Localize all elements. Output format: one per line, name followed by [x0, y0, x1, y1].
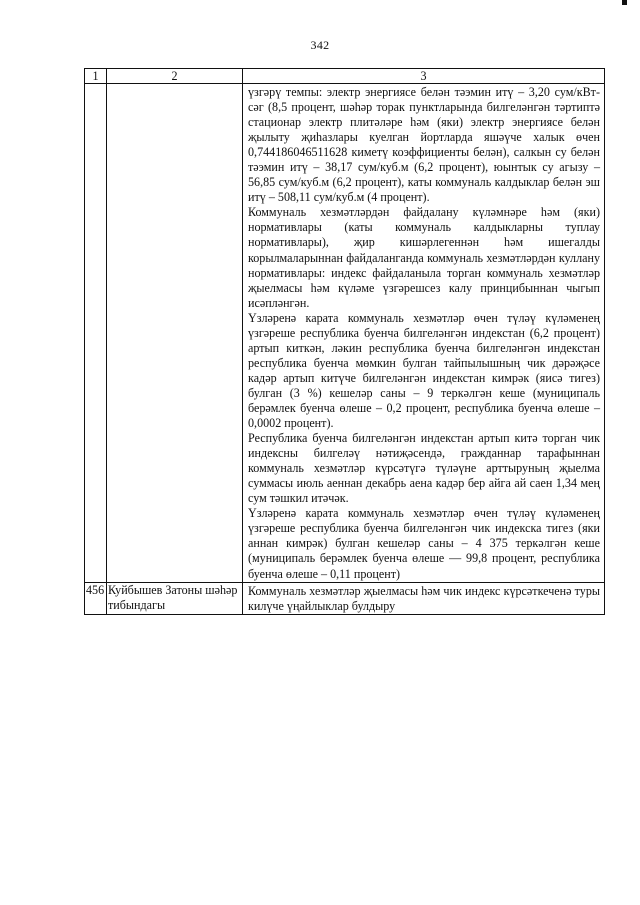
page-number: 342 [310, 38, 330, 52]
paragraph: Республика буенча билгеләнгән индекстан артып китә торган чик индексны билгеләү нәтиҗәсендә, гражданнар тарафыннан коммуналь хезмәтләр күрсәтүгә түләүне арттыруның җыелма суммасы июль аеннан декабрь аена кадәр бер айга ай саен 1,34 мең сум тәшкил итәчәк. [248, 431, 600, 506]
row-number [85, 84, 107, 583]
table-row [85, 582, 605, 614]
table-header-row [85, 69, 605, 84]
paragraph: Үзләренә карата коммуналь хезмәтләр өчен түләү күләменең үзгәреше республика буенча билгеләнгән индекстан (6,2 процент) артып киткән, ләкин республика буенча билгеләнгән индекстан республика буенча мөмкин булган тайпылышның чик дәрәҗәсе кадәр артып китүче билгеләнгән индекстан кимрәк (яисә тигез) булган (3 %) кешеләр саны – 9 теркәлгән кеше (муниципаль берәмлек буенча өлеше – 0,2 процент, республика буенча өлеше – 0,0002 процент). [248, 310, 600, 431]
row-content [243, 84, 605, 583]
row-name [107, 84, 243, 583]
paragraph: Коммуналь хезмәтләрдән файдалану күләмнәре һәм (яки) нормативлары (каты коммуналь калдыкларны туплау нормативлары), җир кишәрлегеннән һәм ишегалды корылмаларыннан файдаланганда коммуналь хезмәтләрдән куллану нормативлары: индекс файдаланыла торган коммуналь хезмәтләр җыелмасы һәм күләме үзгәрешсез калу принцибыннан чыгып исәпләнгән. [248, 205, 600, 310]
corner-mark [622, 0, 627, 5]
column-header: 2 [107, 69, 243, 84]
document-table [84, 68, 605, 615]
paragraph: Коммуналь хезмәтләр җыелмасы һәм чик индекс күрсәткеченә туры килүче үңайлыклар булдыру [248, 583, 600, 613]
row-content [243, 582, 605, 614]
paragraph: Үзләренә карата коммуналь хезмәтләр өчен түләү күләменең үзгәреше республика буенча билгеләнгән чик индекска тигез (яки аннан кимрәк) булган кешеләр саны – 4 375 теркәлгән кеше (муниципаль берәмлек буенча өлеше — 99,8 процент, республика буенча өлеше – 0,11 процент) [248, 506, 600, 581]
column-header: 1 [85, 69, 107, 84]
column-header: 3 [243, 69, 605, 84]
table-row [85, 84, 605, 583]
paragraph: үзгәрү темпы: электр энергиясе белән тәэмин итү – 3,20 сум/кВт-сәг (8,5 процент, шәһәр торак пунктларында билгеләнгән тәртиптә стационар электр плитәләре һәм (яки) электр энергиясе белән җылыту җиһазлары куелган йортларда яшәүче халык өчен 0,744186046511628 киметү коэффициенты белән), салкын су белән тәэмин итү – 38,17 сум/куб.м (6,2 процент), юынтык су агызу – 56,85 сум/куб.м (6,2 процент), каты коммуналь калдыклар белән эш итү – 508,11 сум/куб.м (4 процент). [248, 85, 600, 205]
row-name: Куйбышев Затоны шәһәр тибындагы [107, 582, 243, 614]
row-number: 456 [85, 582, 107, 614]
